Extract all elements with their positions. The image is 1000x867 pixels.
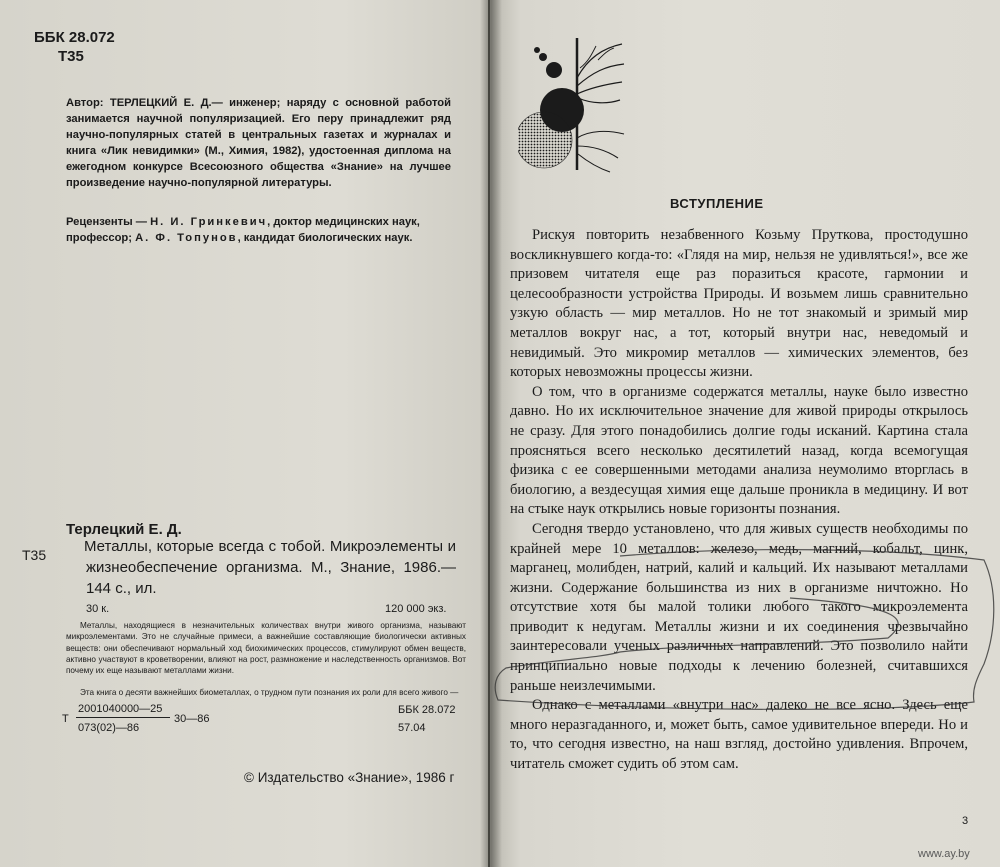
right-page: [490, 0, 1000, 867]
reviewers: [66, 214, 451, 246]
book-gutter-shadow: [480, 0, 502, 867]
catalog-description: Металлы, которые всегда с тобой. Микроэлементы и жизнеобеспечение организма. М., Знание, 1986.— 144 с., ил.: [84, 538, 456, 597]
code-letter: Т: [62, 713, 69, 725]
decorative-illustration: [518, 38, 628, 178]
page-number: 3: [962, 815, 969, 827]
paragraph-3: Сегодня твердо установлено, что для живых существ необходимы по крайней мере 10 металлов: железо, медь, магний, кобальт, цинк, марганец, молибден, натрий, калий и кальций. Их называют металлами жизни. Содержание большинства из них в организме ничтожно. Но отсутствие хотя бы малой толики любого такого микроэлемента приводит к недугам. Металлы жизни и их соединения чрезвычайно заинтересовали ученых различных направлений. Это позволило найти принципиально новые подходы к лечению болезней, считавшихся раньше неизлечимыми.: [510, 520, 968, 694]
catalog-author: Терлецкий Е. Д.: [66, 521, 182, 538]
code-denominator: 073(02)—86: [78, 722, 140, 734]
reviewer-1-title: , доктор медицинских наук, профессор;: [66, 216, 420, 244]
bbk-bottom: ББК 28.072: [398, 704, 456, 716]
author-bio: Автор: ТЕРЛЕЦКИЙ Е. Д.— инженер; наряду с основной работой занимается научной популяризацией. Его перу принадлежит ряд научно-популярных статей в центральных газетах и журналах и книга «Лик невидимки» (М., Химия, 1982), удостоенная диплома на ежегодном конкурсе Всесоюзного общества «Знание» на лучшее произведение научно-популярной литературы.: [66, 97, 451, 189]
chapter-heading: ВСТУПЛЕНИЕ: [670, 196, 764, 211]
book-index: Т35: [58, 48, 84, 65]
code-numerator: 2001040000—25: [78, 703, 163, 715]
copyright: © Издательство «Знание», 1986 г: [244, 770, 455, 785]
code-right: 30—86: [174, 713, 210, 725]
watermark: www.ay.by: [918, 848, 970, 860]
reviewer-1: Н. И. Гринкевич: [150, 216, 268, 228]
reviewer-2: А. Ф. Топунов: [135, 232, 238, 244]
reviewers-label: Рецензенты —: [66, 216, 151, 228]
annotation-continued: Эта книга о десяти важнейших биометаллах, о трудном пути познания их роли для всего живого —: [80, 688, 459, 697]
price: 30 к.: [86, 603, 110, 615]
bbk-code: ББК 28.072: [34, 29, 115, 46]
catalog-index: Т35: [22, 547, 47, 563]
paragraph-1: Рискуя повторить незабвенного Козьму Пруткова, простодушно воскликнувшего когда-то: «Глядя на мир, нельзя не удивляться!», все же призовем читателя еще раз поразиться красоте, гармонии и целесообразности устройства Природы. И возьмем лишь сравнительно узкую область — мир металлов. Но не тот знакомый и зримый мир металлов вокруг нас, а тот, который внутри нас, неведомый и невидимый. Это микромир металлов — химических элементов, без которых невозможны процессы жизни.: [510, 227, 968, 381]
paragraph-2: О том, что в организме содержатся металлы, науке было известно давно. Но их исключительное значение для живой природы открылось не сразу. Для этого понадобились долгие годы исканий. Картина стала проясняться всего несколько десятилетий назад, когда всемогущая физика с ее совершенными методами анализа неумолимо вторглась в биологию, а вездесущая химия еще дальше проникла в медицину. И вот на стыке наук открылись новые горизонты познания.: [510, 383, 968, 518]
bbk-bottom-2: 57.04: [398, 722, 426, 734]
reviewer-2-title: , кандидат биологических наук.: [237, 232, 413, 244]
print-run: 120 000 экз.: [385, 603, 447, 615]
bbk-code-block: [34, 28, 115, 66]
body-text: [510, 226, 968, 775]
fraction-line: [76, 717, 170, 718]
annotation: Металлы, находящиеся в незначительных количествах внутри живого организма, называют микроэлементами. Это не случайные примеси, а важнейшие составляющие биологически активных веществ: они обеспечивают нормальный ход биохимических процессов, стимулируют обмен веществ, активно участвуют в кроветворении, влияют на рост, размножение и наследственность организмов. Вот почему их еще называют металлами жизни.: [66, 621, 466, 676]
paragraph-4: Однако с металлами «внутри нас» далеко не все ясно. Здесь еще много неразгаданного, и, может быть, самое удивительное впереди. Но и то, что сегодня известно, на наш взгляд, достойно удивления. Впрочем, читатель сможет судить об этом сам.: [510, 697, 968, 773]
left-page: [0, 0, 488, 867]
